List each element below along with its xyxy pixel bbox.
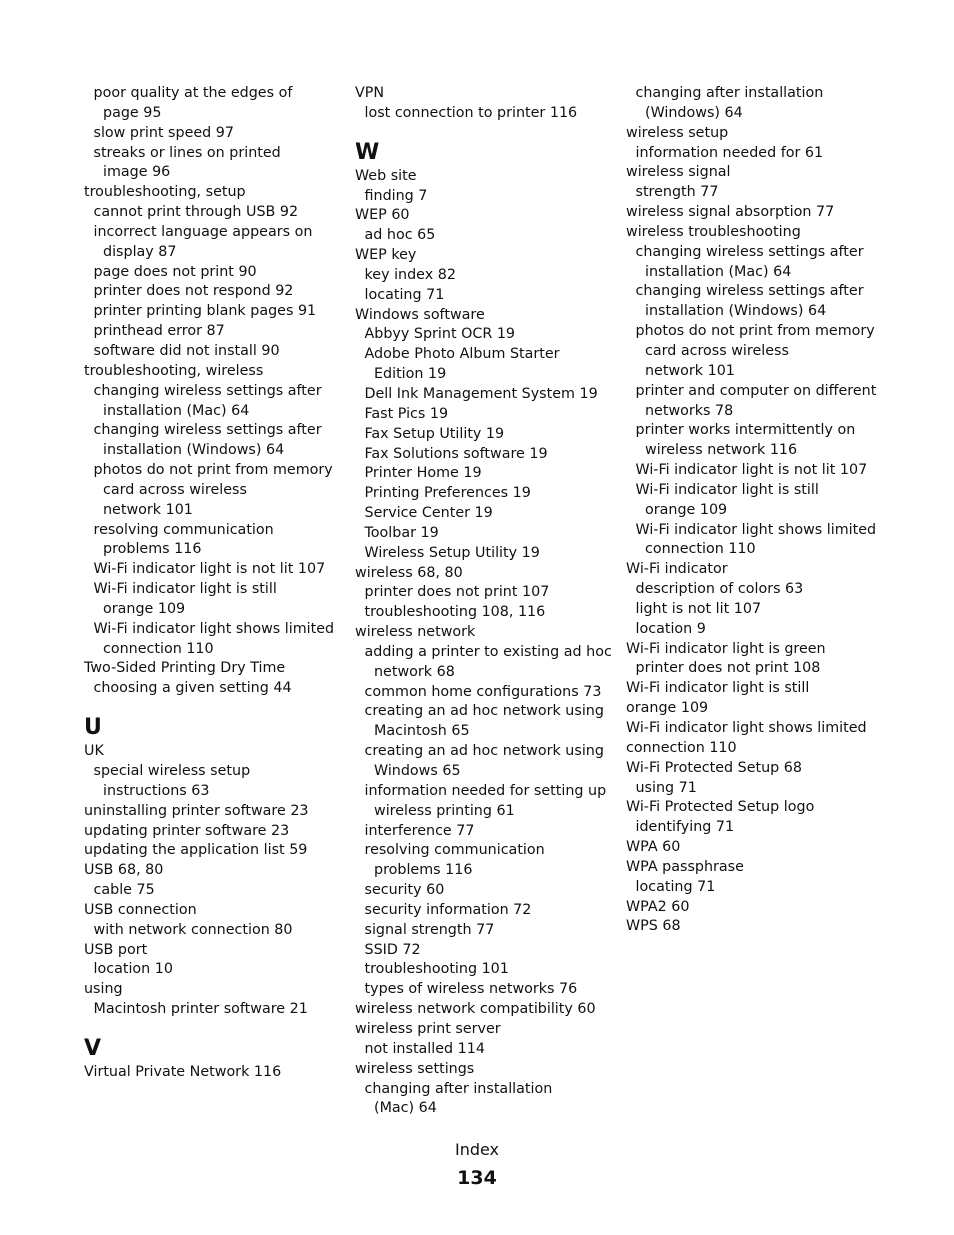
index-subentry: locating 71	[364, 286, 445, 303]
index-subentry: Fast Pics 19	[364, 405, 449, 422]
index-subentry: ad hoc 65	[364, 227, 436, 244]
index-subentry: connection 110	[645, 541, 756, 558]
index-subentry: networks 78	[645, 402, 734, 419]
index-subentry: Abbyy Sprint OCR 19	[364, 326, 516, 343]
index-subentry: (Mac) 64	[374, 1100, 437, 1117]
index-column-1	[84, 84, 346, 1083]
index-subentry: page 95	[103, 104, 162, 121]
index-subentry: finding 7	[364, 187, 428, 204]
index-entry: Wi-Fi indicator	[626, 561, 728, 578]
index-subentry: types of wireless networks 76	[364, 981, 578, 998]
index-entry: updating printer software 23	[84, 822, 290, 839]
index-entry: Wi-Fi indicator light is green	[626, 640, 826, 657]
index-subentry: location 10	[93, 961, 173, 978]
index-entry: WEP key	[355, 247, 417, 264]
index-subentry: changing after installation	[635, 85, 824, 101]
index-subentry: Wi-Fi indicator light shows limited	[635, 521, 877, 538]
index-subentry: card across wireless	[103, 481, 247, 498]
index-entry: wireless troubleshooting	[626, 223, 801, 240]
index-subentry: interference 77	[364, 822, 475, 839]
index-subentry: Printer Home 19	[364, 465, 482, 482]
index-subentry: common home configurations 73	[364, 683, 602, 700]
index-subentry: Wi-Fi indicator light is still	[93, 581, 277, 598]
index-subentry: changing wireless settings after	[93, 422, 322, 439]
index-subentry: installation (Mac) 64	[645, 263, 792, 280]
index-subentry: troubleshooting 108, 116	[364, 604, 546, 621]
index-subentry: display 87	[103, 243, 177, 260]
index-entry: connection 110	[626, 739, 737, 756]
index-entry: wireless signal	[626, 164, 731, 181]
index-subentry: printhead error 87	[93, 323, 225, 340]
index-subentry: changing wireless settings after	[93, 382, 322, 399]
index-subentry: orange 109	[103, 600, 186, 617]
index-entry: WPA2 60	[626, 898, 690, 915]
index-subentry: creating an ad hoc network using	[364, 703, 604, 720]
index-subentry: printer does not respond 92	[93, 283, 294, 300]
index-entry: WPA passphrase	[626, 858, 744, 875]
index-subentry: Macintosh 65	[374, 723, 470, 740]
index-entry: USB 68, 80	[84, 862, 164, 879]
index-entry: wireless settings	[355, 1060, 475, 1077]
index-entry: WEP 60	[355, 207, 410, 224]
index-subentry: not installed 114	[364, 1040, 485, 1057]
index-entry: wireless network compatibility 60	[355, 1001, 596, 1018]
index-subentry: Toolbar 19	[364, 524, 439, 541]
index-subentry: changing wireless settings after	[635, 243, 864, 260]
index-subentry: page does not print 90	[93, 263, 257, 280]
index-subentry: information needed for setting up	[364, 782, 607, 799]
index-subentry: Edition 19	[374, 366, 447, 383]
index-entry: orange 109	[626, 700, 709, 717]
index-subentry: Fax Solutions software 19	[364, 445, 548, 462]
index-column-3	[626, 84, 888, 937]
index-column-2	[355, 84, 617, 1119]
index-subentry: instructions 63	[103, 782, 210, 799]
index-subentry: problems 116	[103, 541, 202, 558]
index-subentry: incorrect language appears on	[93, 223, 313, 240]
index-subentry: photos do not print from memory	[93, 462, 333, 479]
index-subentry: network 101	[645, 362, 735, 379]
index-subentry: installation (Windows) 64	[645, 303, 827, 320]
index-subentry: installation (Mac) 64	[103, 402, 250, 419]
index-subentry: orange 109	[645, 501, 728, 518]
index-subentry: Wi-Fi indicator light is not lit 107	[93, 561, 326, 578]
index-subentry: network 101	[103, 501, 193, 518]
index-entry: USB connection	[84, 901, 197, 918]
index-subentry: resolving communication	[364, 842, 545, 859]
index-entry: VPN	[355, 85, 385, 101]
index-subentry: Fax Setup Utility 19	[364, 425, 505, 442]
index-entry: Wi-Fi indicator light shows limited	[626, 720, 867, 736]
index-subentry: cannot print through USB 92	[93, 204, 299, 221]
index-entry: Virtual Private Network 116	[84, 1063, 282, 1080]
index-entry: Wi-Fi indicator light is still	[626, 680, 810, 697]
index-subentry: printer works intermittently on	[635, 422, 856, 439]
index-subentry: with network connection 80	[93, 921, 293, 938]
index-subentry: adding a printer to existing ad hoc	[364, 643, 612, 660]
index-subentry: image 96	[103, 164, 171, 181]
index-subentry: special wireless setup	[93, 763, 251, 779]
index-subentry: Printing Preferences 19	[364, 485, 531, 502]
index-subentry: photos do not print from memory	[635, 323, 875, 340]
index-entry: using	[84, 981, 123, 998]
index-subentry: SSID 72	[364, 941, 421, 958]
index-subentry: information needed for 61	[635, 144, 824, 161]
index-subentry: software did not install 90	[93, 342, 280, 359]
index-entry: updating the application list 59	[84, 842, 308, 859]
index-subentry: slow print speed 97	[93, 124, 234, 141]
index-subentry: changing wireless settings after	[635, 283, 864, 300]
index-entry: UK	[84, 743, 104, 760]
index-subentry: signal strength 77	[364, 921, 495, 938]
index-subentry: changing after installation	[364, 1080, 553, 1097]
footer-section-label: Index	[454, 1140, 500, 1159]
index-subentry: printer does not print 108	[635, 660, 821, 677]
index-entry: Web site	[355, 167, 417, 184]
index-subentry: identifying 71	[635, 819, 735, 836]
index-subentry: Wi-Fi indicator light is still	[635, 481, 819, 498]
index-subentry: resolving communication	[93, 521, 274, 538]
section-letter: V	[84, 1035, 102, 1061]
index-subentry: using 71	[635, 779, 697, 796]
index-subentry: Windows 65	[374, 763, 461, 779]
index-subentry: creating an ad hoc network using	[364, 743, 604, 760]
index-entry: wireless 68, 80	[355, 564, 463, 581]
index-subentry: printer does not print 107	[364, 584, 550, 601]
section-letter: U	[84, 715, 102, 741]
index-subentry: Service Center 19	[364, 505, 493, 522]
index-entry: wireless print server	[355, 1020, 501, 1037]
section-letter: W	[355, 139, 380, 165]
index-subentry: locating 71	[635, 878, 716, 895]
index-subentry: wireless printing 61	[374, 802, 515, 819]
index-subentry: choosing a given setting 44	[93, 680, 292, 697]
index-subentry: poor quality at the edges of	[93, 85, 293, 101]
index-subentry: key index 82	[364, 266, 456, 283]
index-entry: troubleshooting, setup	[84, 184, 246, 201]
index-entry: wireless setup	[626, 124, 729, 141]
index-subentry: troubleshooting 101	[364, 961, 509, 978]
index-subentry: Wireless Setup Utility 19	[364, 544, 540, 561]
index-subentry: lost connection to printer 116	[364, 104, 578, 121]
index-subentry: strength 77	[635, 184, 719, 201]
index-subentry: network 68	[374, 663, 455, 680]
index-entry: Wi-Fi Protected Setup 68	[626, 759, 802, 776]
index-entry: Wi-Fi Protected Setup logo	[626, 799, 815, 816]
index-subentry: problems 116	[374, 862, 473, 879]
index-subentry: light is not lit 107	[635, 600, 762, 617]
index-subentry: Macintosh printer software 21	[93, 1001, 308, 1018]
index-subentry: location 9	[635, 620, 706, 637]
index-entry: Windows software	[355, 306, 485, 323]
index-subentry: installation (Windows) 64	[103, 442, 285, 459]
index-entry: wireless signal absorption 77	[626, 204, 835, 221]
index-subentry: Adobe Photo Album Starter	[364, 346, 560, 363]
index-entry: WPS 68	[626, 918, 681, 935]
index-subentry: Dell Ink Management System 19	[364, 385, 598, 402]
index-subentry: security information 72	[364, 901, 532, 918]
index-subentry: printer printing blank pages 91	[93, 303, 317, 320]
index-subentry: Wi-Fi indicator light is not lit 107	[635, 462, 868, 479]
index-entry: Two-Sided Printing Dry Time	[84, 660, 286, 677]
index-subentry: printer and computer on different	[635, 382, 877, 399]
index-entry: wireless network	[355, 624, 476, 641]
index-entry: USB port	[84, 941, 148, 958]
index-entry: troubleshooting, wireless	[84, 362, 264, 379]
index-subentry: cable 75	[93, 882, 155, 899]
index-subentry: wireless network 116	[645, 442, 798, 459]
index-subentry: (Windows) 64	[645, 104, 743, 121]
index-subentry: connection 110	[103, 640, 214, 657]
index-subentry: security 60	[364, 882, 445, 899]
index-entry: WPA 60	[626, 839, 681, 856]
index-subentry: description of colors 63	[635, 581, 804, 598]
index-subentry: Wi-Fi indicator light shows limited	[93, 620, 335, 637]
index-entry: uninstalling printer software 23	[84, 802, 309, 819]
index-subentry: card across wireless	[645, 342, 789, 359]
index-subentry: streaks or lines on printed	[93, 144, 281, 161]
page-number: 134	[457, 1167, 497, 1189]
